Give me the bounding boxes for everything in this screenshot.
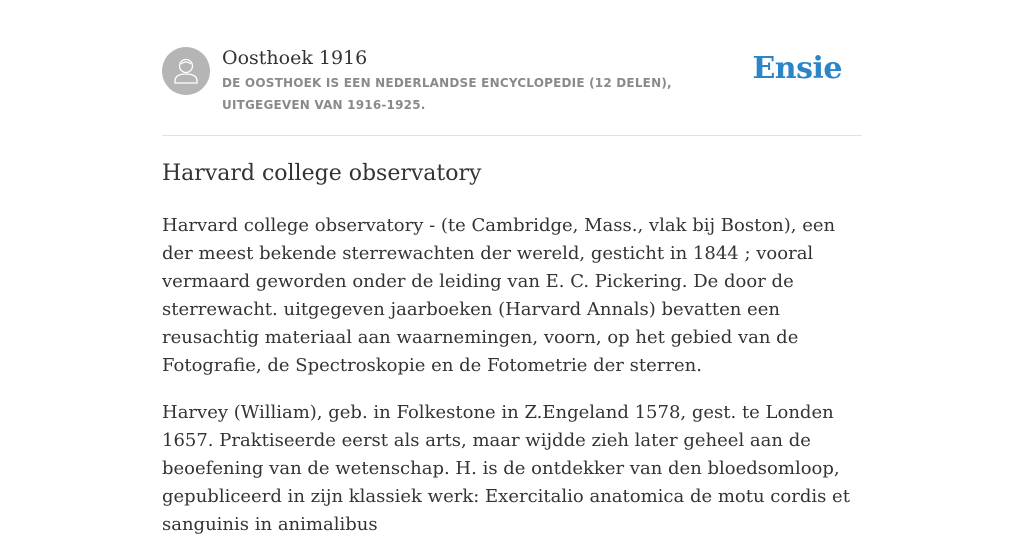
source-name[interactable]: Oosthoek 1916 [222, 47, 368, 69]
source-header [162, 0, 862, 136]
source-description: DE OOSTHOEK IS EEN NEDERLANDSE ENCYCLOPEDIE (12 DELEN), UITGEGEVEN VAN 1916-1925. [222, 76, 672, 112]
content-container [162, 0, 862, 535]
page-title: Harvard college observatory [162, 161, 482, 186]
article-paragraph: Harvey (William), geb. in Folkestone in Z.Engeland 1578, gest. te Londen 1657. Praktiseerde eerst als arts, maar wijdde zieh later geheel aan de beoefening van de wetenschap. H. is de ontdekker van den bloedsomloop, gepubliceerd in zijn klassiek werk: Exercitalio anatomica de motu cordis et sanguinis in animalibus [162, 402, 850, 535]
ensie-logo[interactable]: Ensie [752, 51, 842, 86]
article-body [162, 212, 862, 558]
article-paragraph: Harvard college observatory - (te Cambridge, Mass., vlak bij Boston), een der meest bekende sterrewachten der wereld, gesticht in 1844 ; vooral vermaard geworden onder de leiding van E. C. Pickering. De door de sterrewacht. uitgegeven jaarboeken (Harvard Annals) bevatten een reusachtig materiaal aan waarnemingen, voorn, op het gebied van de Fotografie, de Spectroskopie en de Fotometrie der sterren. [162, 215, 836, 376]
user-icon [162, 47, 210, 95]
